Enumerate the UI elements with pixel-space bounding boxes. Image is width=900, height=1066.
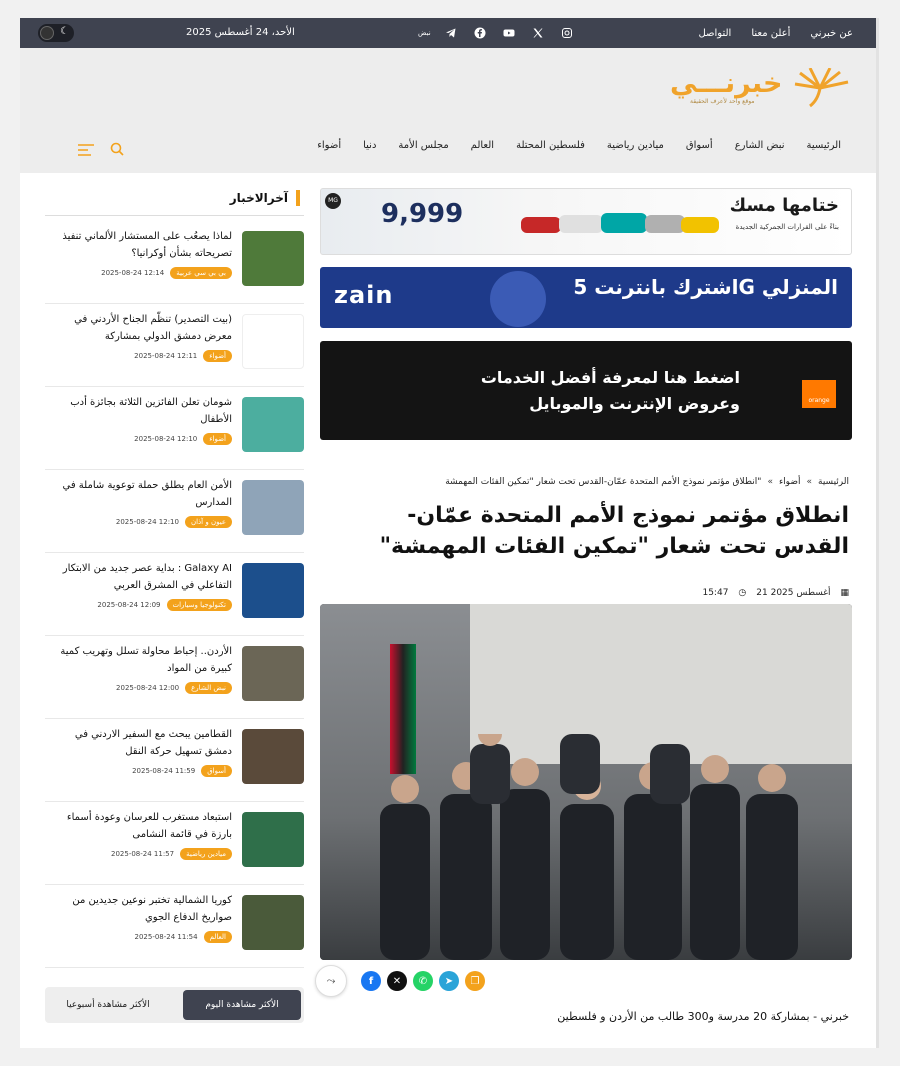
nav-item-street-pulse[interactable]: نبض الشارع	[734, 140, 785, 151]
chevron-left-icon: «	[806, 477, 812, 487]
news-meta	[116, 516, 232, 528]
news-item[interactable]	[45, 719, 304, 802]
news-item[interactable]	[45, 387, 304, 470]
page-frame	[20, 18, 879, 1048]
dark-mode-toggle[interactable]	[38, 24, 74, 42]
logo-wordmark: خبرنـــي	[670, 68, 783, 99]
zain-ad-banner[interactable]	[320, 267, 852, 328]
news-title[interactable]: شومان تعلن الفائزين الثلاثة بجائزة أدب الأطفال	[70, 397, 232, 425]
news-meta	[134, 433, 232, 445]
x-twitter-icon[interactable]	[530, 25, 547, 42]
cars-illustration	[521, 207, 721, 237]
orange-ad-text	[481, 365, 740, 417]
news-item[interactable]	[45, 553, 304, 636]
news-title[interactable]: Galaxy AI : بداية عصر جديد من الابتكار التفاعلي في المشرق العربي	[62, 563, 232, 591]
breadcrumb	[445, 477, 849, 487]
zain-ad-text: اشترك بانترنت 5G المنزلي	[573, 275, 838, 299]
calendar-icon: ▦	[840, 588, 849, 598]
most-viewed-tabs	[45, 987, 304, 1023]
x-share-icon[interactable]: ✕	[387, 971, 407, 991]
logo-tagline: موقع واحد لأعرف الحقيقة	[690, 98, 755, 105]
news-category-badge[interactable]: ميادين رياضية	[180, 848, 232, 860]
news-meta	[135, 931, 232, 943]
news-category-badge[interactable]: أسواق	[201, 765, 232, 777]
nav-item-palestine[interactable]: فلسطين المحتلة	[516, 140, 585, 151]
mg-ad-title: ختامها مسك	[729, 195, 839, 216]
news-date: 2025-08-24 11:59	[132, 767, 196, 775]
news-date: 2025-08-24 12:00	[116, 684, 180, 692]
nav-item-donya[interactable]: دنيا	[363, 140, 377, 151]
breadcrumb-home[interactable]: الرئيسية	[818, 477, 849, 487]
nav-item-parliament[interactable]: مجلس الأمة	[398, 140, 449, 151]
photo-people	[360, 734, 820, 960]
nav-item-adwaa[interactable]: أضواء	[317, 140, 342, 151]
news-thumbnail	[242, 480, 304, 535]
nabdi-link[interactable]: نبض	[418, 29, 431, 37]
latest-news-title: آخرالاخبار	[230, 190, 300, 206]
mg-ad-banner[interactable]	[320, 188, 852, 255]
news-item[interactable]	[45, 304, 304, 387]
news-meta	[101, 267, 232, 279]
news-meta	[97, 599, 232, 611]
main-nav	[317, 140, 841, 151]
facebook-icon[interactable]	[472, 25, 489, 42]
top-link-about[interactable]: عن خبرني	[810, 27, 853, 39]
news-thumbnail	[242, 231, 304, 286]
share-icon[interactable]: ⤳	[315, 965, 347, 997]
news-date: 2025-08-24 12:11	[134, 352, 198, 360]
nav-item-world[interactable]: العالم	[470, 140, 495, 151]
chevron-left-icon: «	[767, 477, 773, 487]
orange-ad-line1: اضغط هنا لمعرفة أفضل الخدمات	[480, 368, 740, 387]
zain-logo: zain	[334, 281, 394, 309]
clock-icon: ◷	[738, 588, 747, 598]
news-item[interactable]	[45, 221, 304, 304]
article-lead: خبرني - بمشاركة 20 مدرسة و300 طالب من الأردن و فلسطين	[557, 1010, 849, 1023]
news-thumbnail	[242, 729, 304, 784]
news-meta	[111, 848, 232, 860]
news-title[interactable]: الأردن.. إحباط محاولة تسلل وتهريب كمية كبيرة من المواد	[60, 646, 232, 674]
sidebar-divider	[45, 215, 304, 216]
nav-item-home[interactable]: الرئيسية	[806, 140, 841, 151]
nav-item-markets[interactable]: أسواق	[685, 140, 713, 151]
zain-ad-person	[490, 271, 546, 327]
news-category-badge[interactable]: العالم	[204, 931, 232, 943]
search-icon[interactable]	[110, 142, 124, 156]
telegram-icon[interactable]	[443, 25, 460, 42]
social-links	[418, 18, 576, 48]
site-logo[interactable]	[670, 68, 850, 110]
news-thumbnail	[242, 646, 304, 701]
orange-ad-line2: وعروض الإنترنت والموبايل	[529, 394, 740, 413]
orange-logo: orange	[802, 380, 836, 408]
news-thumbnail	[242, 314, 304, 369]
news-category-badge[interactable]: نبض الشارع	[185, 682, 232, 694]
tab-most-viewed-weekly[interactable]: الأكثر مشاهدة أسبوعيا	[66, 1000, 150, 1010]
news-thumbnail	[242, 895, 304, 950]
news-category-badge[interactable]: بي بي سي عربية	[170, 267, 232, 279]
news-meta	[132, 765, 232, 777]
article-title: انطلاق مؤتمر نموذج الأمم المتحدة عمّان-القدس تحت شعار "تمكين الفئات المهمشة"	[379, 503, 849, 559]
news-thumbnail	[242, 563, 304, 618]
toggle-knob	[40, 26, 54, 40]
news-title[interactable]: (بيت التصدير) تنظّم الجناح الأردني في معرض دمشق الدولي بمشاركة	[74, 314, 232, 342]
menu-icon[interactable]	[78, 144, 94, 156]
news-date: 2025-08-24 11:54	[134, 933, 198, 941]
current-date: الأحد، 24 أغسطس 2025	[186, 27, 295, 38]
article-time: 15:47	[702, 588, 729, 598]
palm-icon	[790, 68, 850, 108]
orange-ad-banner[interactable]	[320, 341, 852, 440]
mg-logo: MG	[325, 193, 341, 209]
news-item[interactable]	[45, 885, 304, 968]
youtube-icon[interactable]	[501, 25, 518, 42]
top-link-contact[interactable]: التواصل	[698, 27, 732, 39]
mg-price: 9,999	[381, 199, 464, 229]
news-thumbnail	[242, 812, 304, 867]
news-title[interactable]: الأمن العام يطلق حملة توعوية شاملة في المدارس	[62, 480, 232, 508]
tab-most-viewed-today[interactable]: الأكثر مشاهدة اليوم	[183, 990, 301, 1020]
breadcrumb-section[interactable]: أضواء	[778, 477, 801, 487]
breadcrumb-current: انطلاق مؤتمر نموذج الأمم المتحدة عمّان-القدس تحت شعار "تمكين الفئات المهمشة"	[445, 477, 762, 487]
top-bar	[20, 18, 879, 48]
news-title[interactable]: لماذا يصعُب على المستشار الألماني تنفيذ تصريحاته بشأن أوكرانيا؟	[62, 231, 232, 259]
share-bar	[315, 965, 485, 997]
news-date: 2025-08-24 12:10	[115, 518, 179, 526]
article-date: 21 أغسطس 2025	[756, 588, 831, 598]
mg-ad-subtitle: بناءً على القرارات الجمركية الجديدة	[735, 223, 839, 231]
news-title[interactable]: القطامين يبحث مع السفير الاردني في دمشق تسهيل حركة النقل	[74, 729, 232, 757]
news-category-badge[interactable]: أضواء	[203, 433, 232, 445]
top-link-advertise[interactable]: أعلن معنا	[751, 27, 791, 39]
news-category-badge[interactable]: أضواء	[203, 350, 232, 362]
news-date: 2025-08-24 12:14	[101, 269, 165, 277]
instagram-icon[interactable]	[559, 25, 576, 42]
news-thumbnail	[242, 397, 304, 452]
news-meta	[134, 350, 232, 362]
news-date: 2025-08-24 12:09	[97, 601, 161, 609]
telegram-share-icon[interactable]: ➤	[439, 971, 459, 991]
news-item[interactable]	[45, 470, 304, 553]
article-photo	[320, 604, 852, 960]
news-date: 2025-08-24 12:10	[134, 435, 198, 443]
top-links	[698, 18, 853, 48]
news-category-badge[interactable]: عيون و آذان	[185, 516, 232, 528]
article-meta	[702, 588, 849, 598]
whatsapp-share-icon[interactable]: ✆	[413, 971, 433, 991]
news-item[interactable]	[45, 636, 304, 719]
copy-link-icon[interactable]: ❐	[465, 971, 485, 991]
news-title[interactable]: كوريا الشمالية تختبر نوعين جديدين من صواريخ الدفاع الجوي	[72, 895, 232, 923]
news-date: 2025-08-24 11:57	[111, 850, 175, 858]
news-title[interactable]: استبعاد مستغرب للعرسان وعودة أسماء بارزة في قائمة النشامى	[66, 812, 232, 840]
facebook-share-icon[interactable]: f	[361, 971, 381, 991]
moon-icon: ☾	[60, 26, 69, 37]
news-item[interactable]	[45, 802, 304, 885]
nav-item-sports[interactable]: ميادين رياضية	[606, 140, 664, 151]
news-category-badge[interactable]: تكنولوجيا وسيارات	[167, 599, 233, 611]
news-meta	[116, 682, 232, 694]
site-header	[20, 48, 879, 173]
